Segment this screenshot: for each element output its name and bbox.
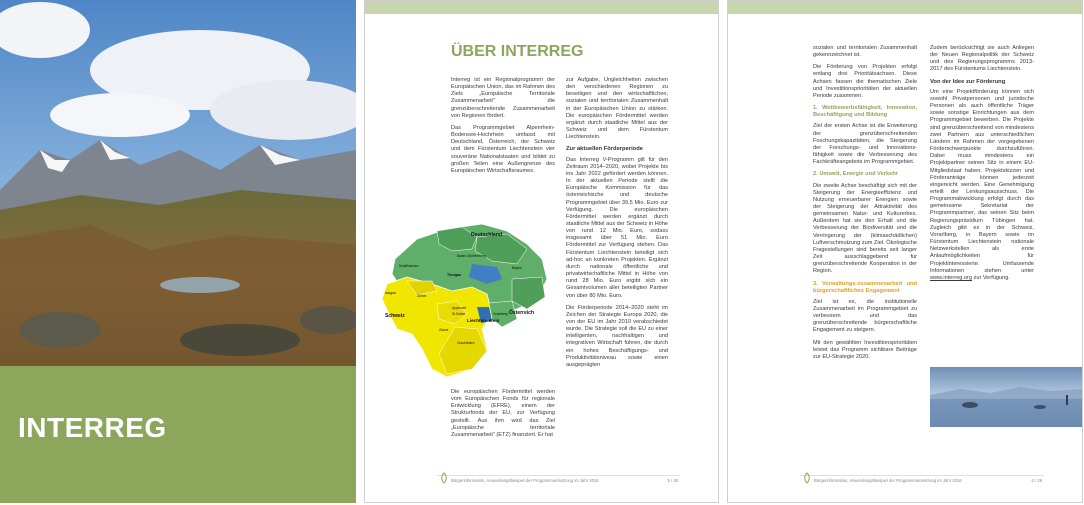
paragraph-tail: zur Verfügung. (973, 274, 1010, 281)
axis-heading-1: 1. Wettbewerbsfähigkeit, Innovation, Beschäftigung und Bildung (813, 105, 917, 119)
page-6 (727, 0, 1083, 503)
text-column-left (451, 77, 555, 180)
text-column-right (566, 77, 668, 374)
paragraph: Die Förderung von Projekten erfolgt entlang drei Prioritätsachsen. Diese Achsen fassen die thematischen Ziele und Investitionsprioritäten der aktuellen Periode zusammen. (813, 64, 917, 99)
paragraph: zur Aufgabe, Ungleichheiten zwischen den verschiedenen Regionen zu beseitigen und den wirtschaftlichen, sozialen und territorialen Zusammenhalt in der Europäischen Union zu stärken. Die europäischen Fördermittel werden ergänzt durch staatliche Mittel aus der Schweiz und dem Fürstentum Liechtenstein. (566, 77, 668, 141)
footer-divider (800, 475, 1044, 476)
mountain-landscape-photo (0, 0, 356, 366)
map-label-bayern: Bayern (512, 266, 523, 270)
map-label-schaffhausen: Schaffhausen (399, 264, 419, 268)
footer-text: Bürgerinformation, Anwendungsbeispiel der Programmumsetzung im Jahr 2016 (451, 478, 599, 483)
map-label-glarus: Glarus (439, 328, 449, 332)
cover-title: INTERREG (18, 412, 167, 443)
map-label-graubuenden: Graubünden (457, 341, 475, 345)
map-label-stgallen: St.Gallen (452, 312, 466, 316)
map-label-deutschland: Deutschland (471, 232, 503, 238)
map-label-schweiz: Schweiz (385, 313, 405, 319)
footer-text: Bürgerinformation, Anwendungsbeispiel der Programmumsetzung im Jahr 2016 (814, 478, 962, 483)
paragraph: Das Interreg V-Programm gilt für den Zeitraum 2014–2020, wobei Projekte bis ins Jahr 2022 gefördert werden können. In der aktuellen Periode stellt die Europäische Kommission für das österreichische und deutsche Programmgebiet über 39,5 Mio. Euro zur Verfügung. Die europäischen Fördermittel werden ergänzt durch staatliche Mittel aus der Schweiz in Höhe von rund 12 Mio. Euro, sodass insgesamt über 51 Mio. Euro Fördermittel zur Verfügung stehen. Das Fürstentum Liechtenstein beteiligt sich ad-hoc an konkreten Projekten. Ergänzt durch nationale öffentliche und privatwirtschaftliche Mittel in Höhe von rund 28 Mio. Euro ergibt sich ein Gesamtvolumen aller beteiligten Partner von über 80 Mio. Euro. (566, 156, 668, 299)
misty-lake-photo (930, 367, 1083, 427)
page-number: 5 / 29 (667, 478, 678, 483)
section-heading: Zur aktuellen Förderperiode (566, 146, 643, 153)
page-number: 6 / 29 (1031, 478, 1042, 483)
map-label-vorarlberg: Vorarlberg (493, 312, 508, 316)
paragraph: Die Förderperiode 2014–2020 steht im Zeichen der Strategie Europa 2020, die von der EU im Jahr 2010 verabschiedet wurde. Die Strategie soll die EU zu einer intelligenten, nachhaltigen und integrativen Wirtschaft führen, die durch ein hohes Beschäftigungs- und Produktivitätsniveau sowie einen ausgeprägten (566, 304, 668, 368)
paragraph: Die europäischen Fördermittel werden vom Europäischen Fonds für regionale Entwicklung (EFRE), einem der Strukturfonds der EU, zur Verfügung gestellt. Aus ihm wird das Ziel „Europäische territoriale Zusammenarbeit“ (ETZ) finanziert. Er hat (451, 389, 555, 438)
page-top-bar (728, 1, 1082, 14)
paragraph: Zudem berücksichtigt sie auch Anliegen der Neuen Regionalpolitik der Schweiz und des Regierungsprogramms 2013-2017 des Fürstentums Liechtenstein. (930, 45, 1034, 73)
text-column-right (930, 45, 1034, 287)
page-5 (364, 0, 719, 503)
paragraph (930, 89, 1034, 282)
paragraph: Interreg ist ein Regionalprogramm der Europäischen Union, das im Rahmen des Ziels „Europäische Territoriale Zusammenarbeit“ die grenzüberschreitende Zusammenarbeit von Regionen fördert. (451, 77, 555, 119)
text-column-left-bottom (451, 389, 555, 444)
page-top-bar (365, 1, 718, 14)
interreg-website-link[interactable]: www.interreg.org (930, 274, 972, 281)
map-label-appenzell: Appenzell (452, 306, 466, 310)
map-label-zuerich: Zürich (417, 294, 427, 298)
map-label-oesterreich: Österreich (509, 310, 535, 316)
axis-heading-3: 3. Verwaltungs-zusammenarbeit und bürgerschaftliches Engagement (813, 280, 917, 294)
paragraph: Ziel der ersten Achse ist die Erweiterung der grenzüberschreitenden Foschungskapazitäten, die Steigerung der Forschungs- und Innovations-fähigkeit sowie die Verbesserung des Fachkräfteangebots im Programmgebiet. (813, 123, 917, 166)
paragraph: Mit den gewählten Investitionsprioritäten leistet das Programm sichtbare Beiträge zur EU-Strategie 2020. (813, 339, 917, 360)
programme-area-map (377, 219, 561, 379)
map-label-bw: Baden-Württemberg (457, 254, 486, 258)
map-label-aargau: Aargau (385, 291, 396, 295)
axis-heading-2: 2. Umwelt, Energie und Verkehr (813, 171, 899, 178)
map-label-thurgau: Thurgau (447, 273, 462, 277)
paragraph: Die zweite Achse beschäftigt sich mit der Steigerung der Energieeffizienz und Nutzung erneuerbarer Energien sowie der Steigerung der Attraktivität des gemeinsamen Natur- und Kulturerbes. Außerdem hat sie den Erhalt und die Verbesserung der Biodiversität und die Verringerung der (klimaschädlichen) Luftverschmutzung zum Ziel. Ökologische Fragestellungen sind bereits seit langer Zeit ausschlaggebend für grenzüberschreitende Kooperation in der Region. (813, 182, 917, 275)
footer-divider (437, 475, 680, 476)
section-heading: Von der Idee zur Förderung (930, 78, 1006, 85)
paragraph-text: Um eine Projektförderung können sich sowohl Privatpersonen und juristische Personen als auch öffentliche Träger sowie sonstige Einrichtungen aus dem Programmgebiet bewerben. Die Projekte sind grenzüberschreitend von mindestens zwei Partnern aus unterschiedlichen Ländern im Rahmen der vorgegebenen Förderschwerpunkte durchzuführen. Dabei muss mindestens ein Projektpartner seinen Sitz in einem EU-Mitgliedstaat haben. Projektskizzen und Förderanträge können jederzeit eingereicht werden. Eine Genehmigung erteilt der Lenkungsausschuss. Die Programmabwicklung erfolgt durch das gemeinsame Sekretariat der Programmpartner, das seinen Sitz beim Regierungspräsidium Tübingen hat. Zugleich gibt es in der Schweiz, Vorarlberg, in Bayern sowie im Fürstentum Liechtenstein nationale Netzwerkstellen als erste Anlaufmöglichkeiten für Projektinteressierte. Umfassende Informationen stehen unter (930, 88, 1034, 274)
paragraph: Ziel ist es, die institutionelle Zusammenarbeit im Programmgebiet zu verbessern und das grenzüberschreitende bürgerschaftliche Engagement zu steigern. (813, 298, 917, 334)
cover-page (0, 0, 356, 503)
map-label-liechtenstein: Liechten- stein (467, 318, 500, 323)
interreg-logo-icon (439, 472, 449, 484)
interreg-logo-icon (802, 472, 812, 484)
paragraph: Das Programmgebiet Alpenrhein-Bodensee-Hochrhein umfasst mit Deutschland, Österreich, der Schweiz und dem Fürstentum Liechtenstein vier souveräne Nationalstaaten und bildet zu großen Teilen eine Außengrenze des Europäischen Wirtschaftsraumes. (451, 124, 555, 174)
paragraph: sozialen und territorialen Zusammenhalt gekennzeichnet ist. (813, 45, 917, 59)
page-title: ÜBER INTERREG (451, 43, 584, 60)
text-column-left (813, 45, 917, 366)
